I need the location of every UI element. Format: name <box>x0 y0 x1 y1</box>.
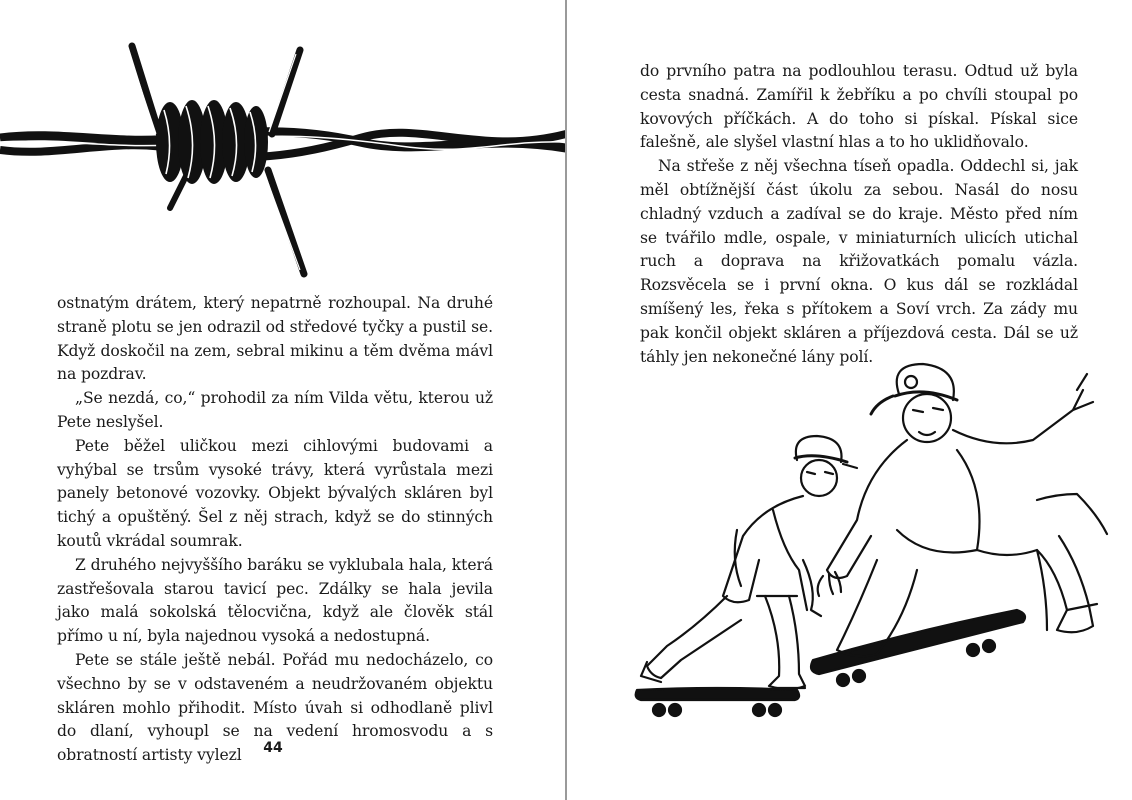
right-page <box>567 0 1132 800</box>
paragraph: Z druhého nejvyššího baráku se vyklubala hala, která zastřešovala starou tavicí pec. Zdálky se hala jevila jako malá sokolská tělocvična, když ale člověk stál přímo u ní, byla najednou vysoká a nedostupná. <box>57 555 493 646</box>
paragraph: Pete se stále ještě nebál. Pořád mu nedocházelo, co všechno by se v odstaveném a neudržovaném objektu skláren mohlo přihodit. Místo úvah si odhodlaně plivl do dlaní, vyhoupl se na vedení hromosvodu a s obratností artisty vylezl <box>57 650 493 765</box>
paragraph: Na střeše z něj všechna tíseň opadla. Oddechl si, jak měl obtížnější část úkolu za sebou. Nasál do nosu chladný vzduch a zadíval se do kraje. Město před ním se tvářilo mdle, ospale, v miniaturních ulicích utichal ruch a doprava na křižovatkách pomalu vázla. Rozsvěcela se i první okna. O kus dál se rozkládal smíšený les, řeka s přítokem a Soví vrch. Za zády mu pak končil objekt skláren a příjezdová cesta. Dál se už táhly jen nekonečné lány polí. <box>640 157 1078 366</box>
paragraph: do prvního patra na podlouhlou terasu. Odtud už byla cesta snadná. Zamířil k žebříku a po chvíli stoupal po kovových příčkách. A do toho si pískal. Pískal sice falešně, ale slyšel vlastní hlas a to ho uklidňovalo. <box>640 62 1078 152</box>
page-number: 44 <box>263 740 283 756</box>
skateboarders-illustration <box>597 360 1117 730</box>
barbed-wire-illustration <box>0 38 566 288</box>
right-page-text <box>640 60 1078 369</box>
paragraph: „Se nezdá, co,“ prohodil za ním Vilda větu, kterou už Pete neslyšel. <box>57 389 493 431</box>
left-page-text <box>57 292 493 768</box>
paragraph: ostnatým drátem, který nepatrně rozhoupal. Na druhé straně plotu se jen odrazil od středové tyčky a pustil se. Když doskočil na zem, sebral mikinu a těm dvěma mávl na pozdrav. <box>57 294 493 384</box>
paragraph: Pete běžel uličkou mezi cihlovými budovami a vyhýbal se trsům vysoké trávy, která vyrůstala mezi panely betonové vozovky. Objekt bývalých skláren byl tichý a opuštěný. Šel z něj strach, když se do stinných koutů vkrádal soumrak. <box>57 436 493 550</box>
